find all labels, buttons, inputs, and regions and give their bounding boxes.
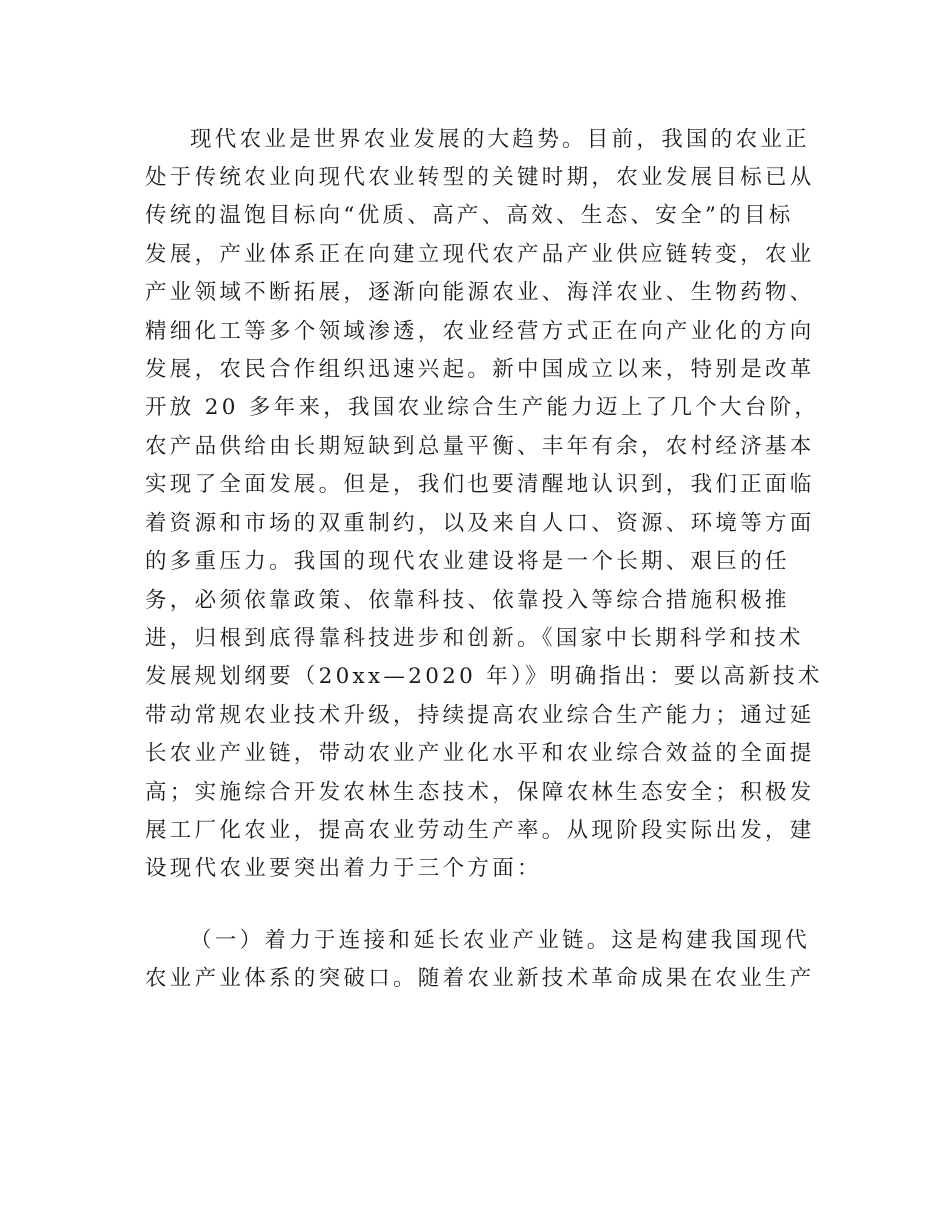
text-line: 带动常规农业技术升级，持续提高农业综合生产能力；通过延 <box>145 703 815 728</box>
text-line: 设现代农业要突出着力于三个方面： <box>145 856 542 881</box>
text-line: 展工厂化农业，提高农业劳动生产率。从现阶段实际出发，建 <box>145 818 815 843</box>
text-line: 农产品供给由长期短缺到总量平衡、丰年有余，农村经济基本 <box>145 434 815 459</box>
text-line: 发展，产业体系正在向建立现代农产品产业供应链转变，农业 <box>145 242 815 267</box>
text-line: 实现了全面发展。但是，我们也要清醒地认识到，我们正面临 <box>145 472 815 497</box>
text-line: 发展规划纲要（20xx—2020 年）》明确指出：要以高新技术 <box>145 664 823 689</box>
text-line: 的多重压力。我国的现代农业建设将是一个长期、艰巨的任 <box>145 549 790 574</box>
text-line: 发展，农民合作组织迅速兴起。新中国成立以来，特别是改革 <box>145 357 815 382</box>
text-line: 农业产业体系的突破口。随着农业新技术革命成果在农业生产 <box>145 966 815 991</box>
text-line: （一）着力于连接和延长农业产业链。这是构建我国现代 <box>190 928 811 953</box>
text-line: 处于传统农业向现代农业转型的关键时期，农业发展目标已从 <box>145 165 815 190</box>
text-line: 高；实施综合开发农林生态技术，保障农林生态安全；积极发 <box>145 780 815 805</box>
text-line: 务，必须依靠政策、依靠科技、依靠投入等综合措施积极推 <box>145 588 790 613</box>
text-line: 传统的温饱目标向“优质、高产、高效、生态、安全”的目标 <box>145 203 794 228</box>
text-line: 进，归根到底得靠科技进步和创新。《国家中长期科学和技术 <box>145 626 804 651</box>
text-line: 开放 20 多年来，我国农业综合生产能力迈上了几个大台阶， <box>145 395 820 420</box>
text-line: 长农业产业链，带动农业产业化水平和农业综合效益的全面提 <box>145 741 815 766</box>
text-line: 精细化工等多个领域渗透，农业经营方式正在向产业化的方向 <box>145 319 815 344</box>
text-line: 产业领域不断拓展，逐渐向能源农业、海洋农业、生物药物、 <box>145 280 815 305</box>
text-line: 现代农业是世界农业发展的大趋势。目前，我国的农业正 <box>190 127 811 152</box>
text-line: 着资源和市场的双重制约，以及来自人口、资源、环境等方面 <box>145 511 815 536</box>
